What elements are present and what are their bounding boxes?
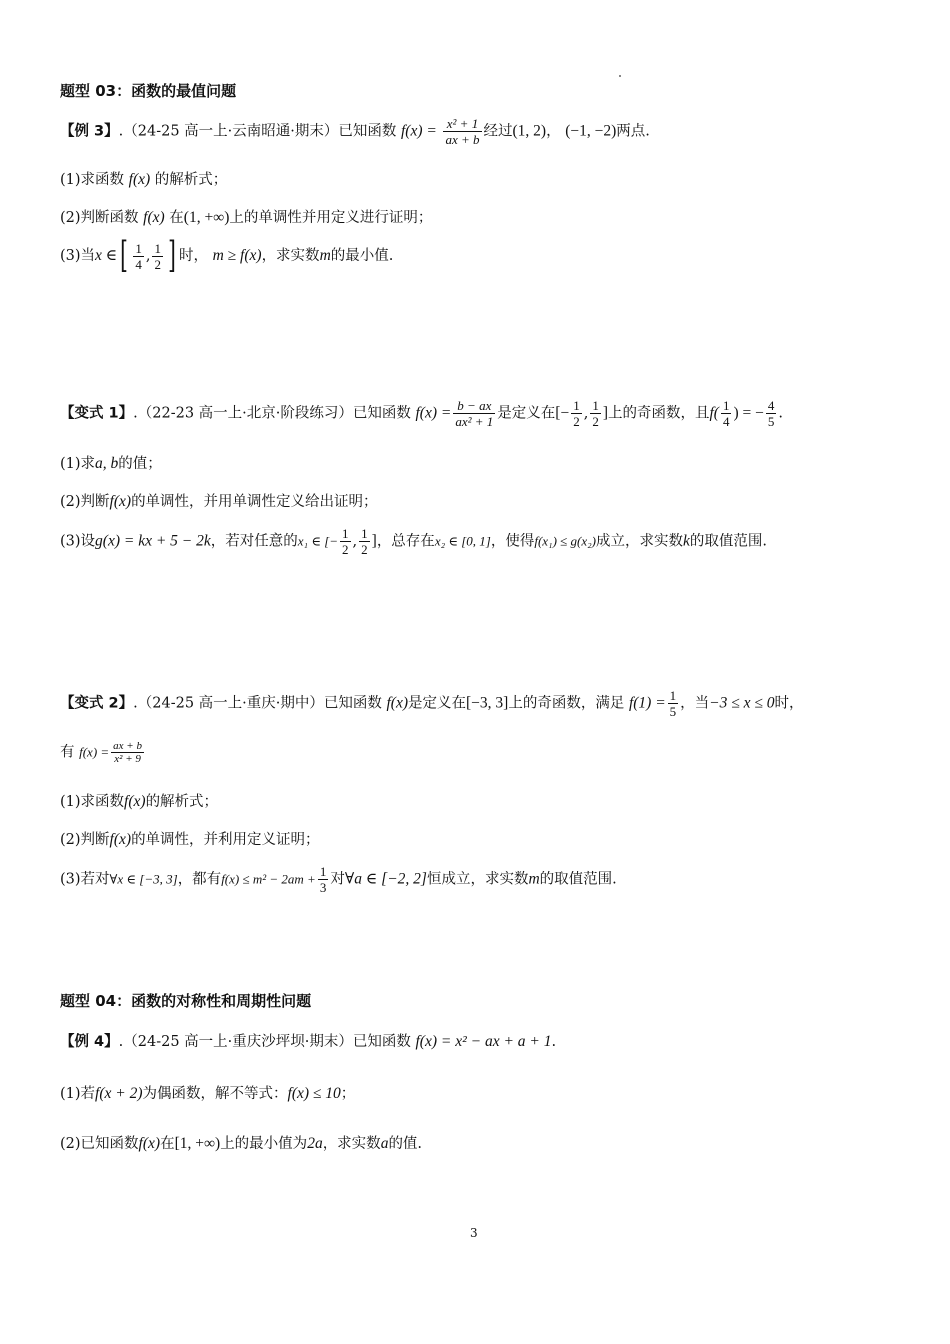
variant-2-q1: (1)求函数f(x)的解析式； — [60, 793, 219, 810]
variant-2-q3: (3)若对∀x ∈ [−3, 3]，都有f(x) ≤ m² − 2am + $\frac{1}{3}$ 对∀a ∈ [−2, 2]恒成立，求实数m的取值范围. — [60, 864, 617, 895]
variant-1-q3: (3)设g(x) = kx + 5 − 2k，若对任意的x₁ ∈ [− $\frac{1}{2}$ , $\frac{1}{2}$ ]，总存在x₂ ∈ [0, 1]，使得f(x₁) ≤ g(x₂)成立，求实数k的取值范围. — [60, 526, 767, 557]
example-4-tag: 【例 4】 — [60, 1034, 119, 1050]
variant-2-statement: 【变式 2】.（24-25 高一上·重庆·期中）已知函数 f(x)是定义在[−3, 3]上的奇函数，满足 f(1) = $\frac{1}{5}$ ，当−3 ≤ x ≤ 0时， — [60, 688, 804, 719]
example-4-statement: 【例 4】.（24-25 高一上·重庆沙坪坝·期末）已知函数 f(x) = x² − ax + a + 1. — [60, 1033, 557, 1050]
variant-1-q1: (1)求a, b的值； — [60, 455, 162, 472]
variant-1-statement: 【变式 1】.（22-23 高一上·北京·阶段练习）已知函数 f(x) = $\frac{b - ax}{\text{ax² + 1}}$ 是定义在[− $\frac{1}{2}$ , $\frac{1}{2}$ ]上的奇函数，且f( $\frac{1}{4}$ ) = − $\frac{4}{5}$ . — [60, 398, 783, 429]
example-3-fraction: $\frac{\text{x² + 1}}{ax + b}$ — [445, 116, 480, 147]
example-3-q1: (1)求函数 f(x) 的解析式； — [60, 171, 228, 188]
page-number: 3 — [470, 1226, 478, 1240]
stray-dot — [619, 75, 621, 77]
example-4-q2: (2)已知函数f(x)在[1, +∞)上的最小值为2a，求实数a的值. — [60, 1135, 423, 1152]
variant-2-line2: 有 f(x) = $\frac{ax + b}{\text{x² + 9}}$ — [60, 740, 142, 765]
example-3-tag: 【例 3】 — [60, 123, 119, 140]
section-title-04: 题型 04：函数的对称性和周期性问题 — [60, 992, 312, 1010]
example-3-q3: (3)当x ∈[ $\frac{1}{4}$ , $\frac{1}{2}$ ] 时， m ≥ f(x)，求实数m的最小值. — [60, 235, 394, 276]
variant-2-tag: 【变式 2】 — [60, 695, 134, 712]
example-3-statement: 【例 3】.（24-25 高一上·云南昭通·期末）已知函数 f(x) = $\frac{\text{x² + 1}}{ax + b}$ 经过(1, 2)， (−1, −2)两点. — [60, 116, 650, 147]
variant-1-tag: 【变式 1】 — [60, 405, 134, 422]
variant-2-q2: (2)判断f(x)的单调性，并利用定义证明； — [60, 831, 320, 848]
variant-1-q2: (2)判断f(x)的单调性，并用单调性定义给出证明； — [60, 493, 378, 510]
example-4-q1: (1)若f(x + 2)为偶函数，解不等式：f(x) ≤ 10； — [60, 1085, 356, 1102]
section-title-03: 题型 03：函数的最值问题 — [60, 82, 237, 100]
example-3-q2: (2)判断函数 f(x) 在(1, +∞)上的单调性并用定义进行证明； — [60, 209, 433, 226]
